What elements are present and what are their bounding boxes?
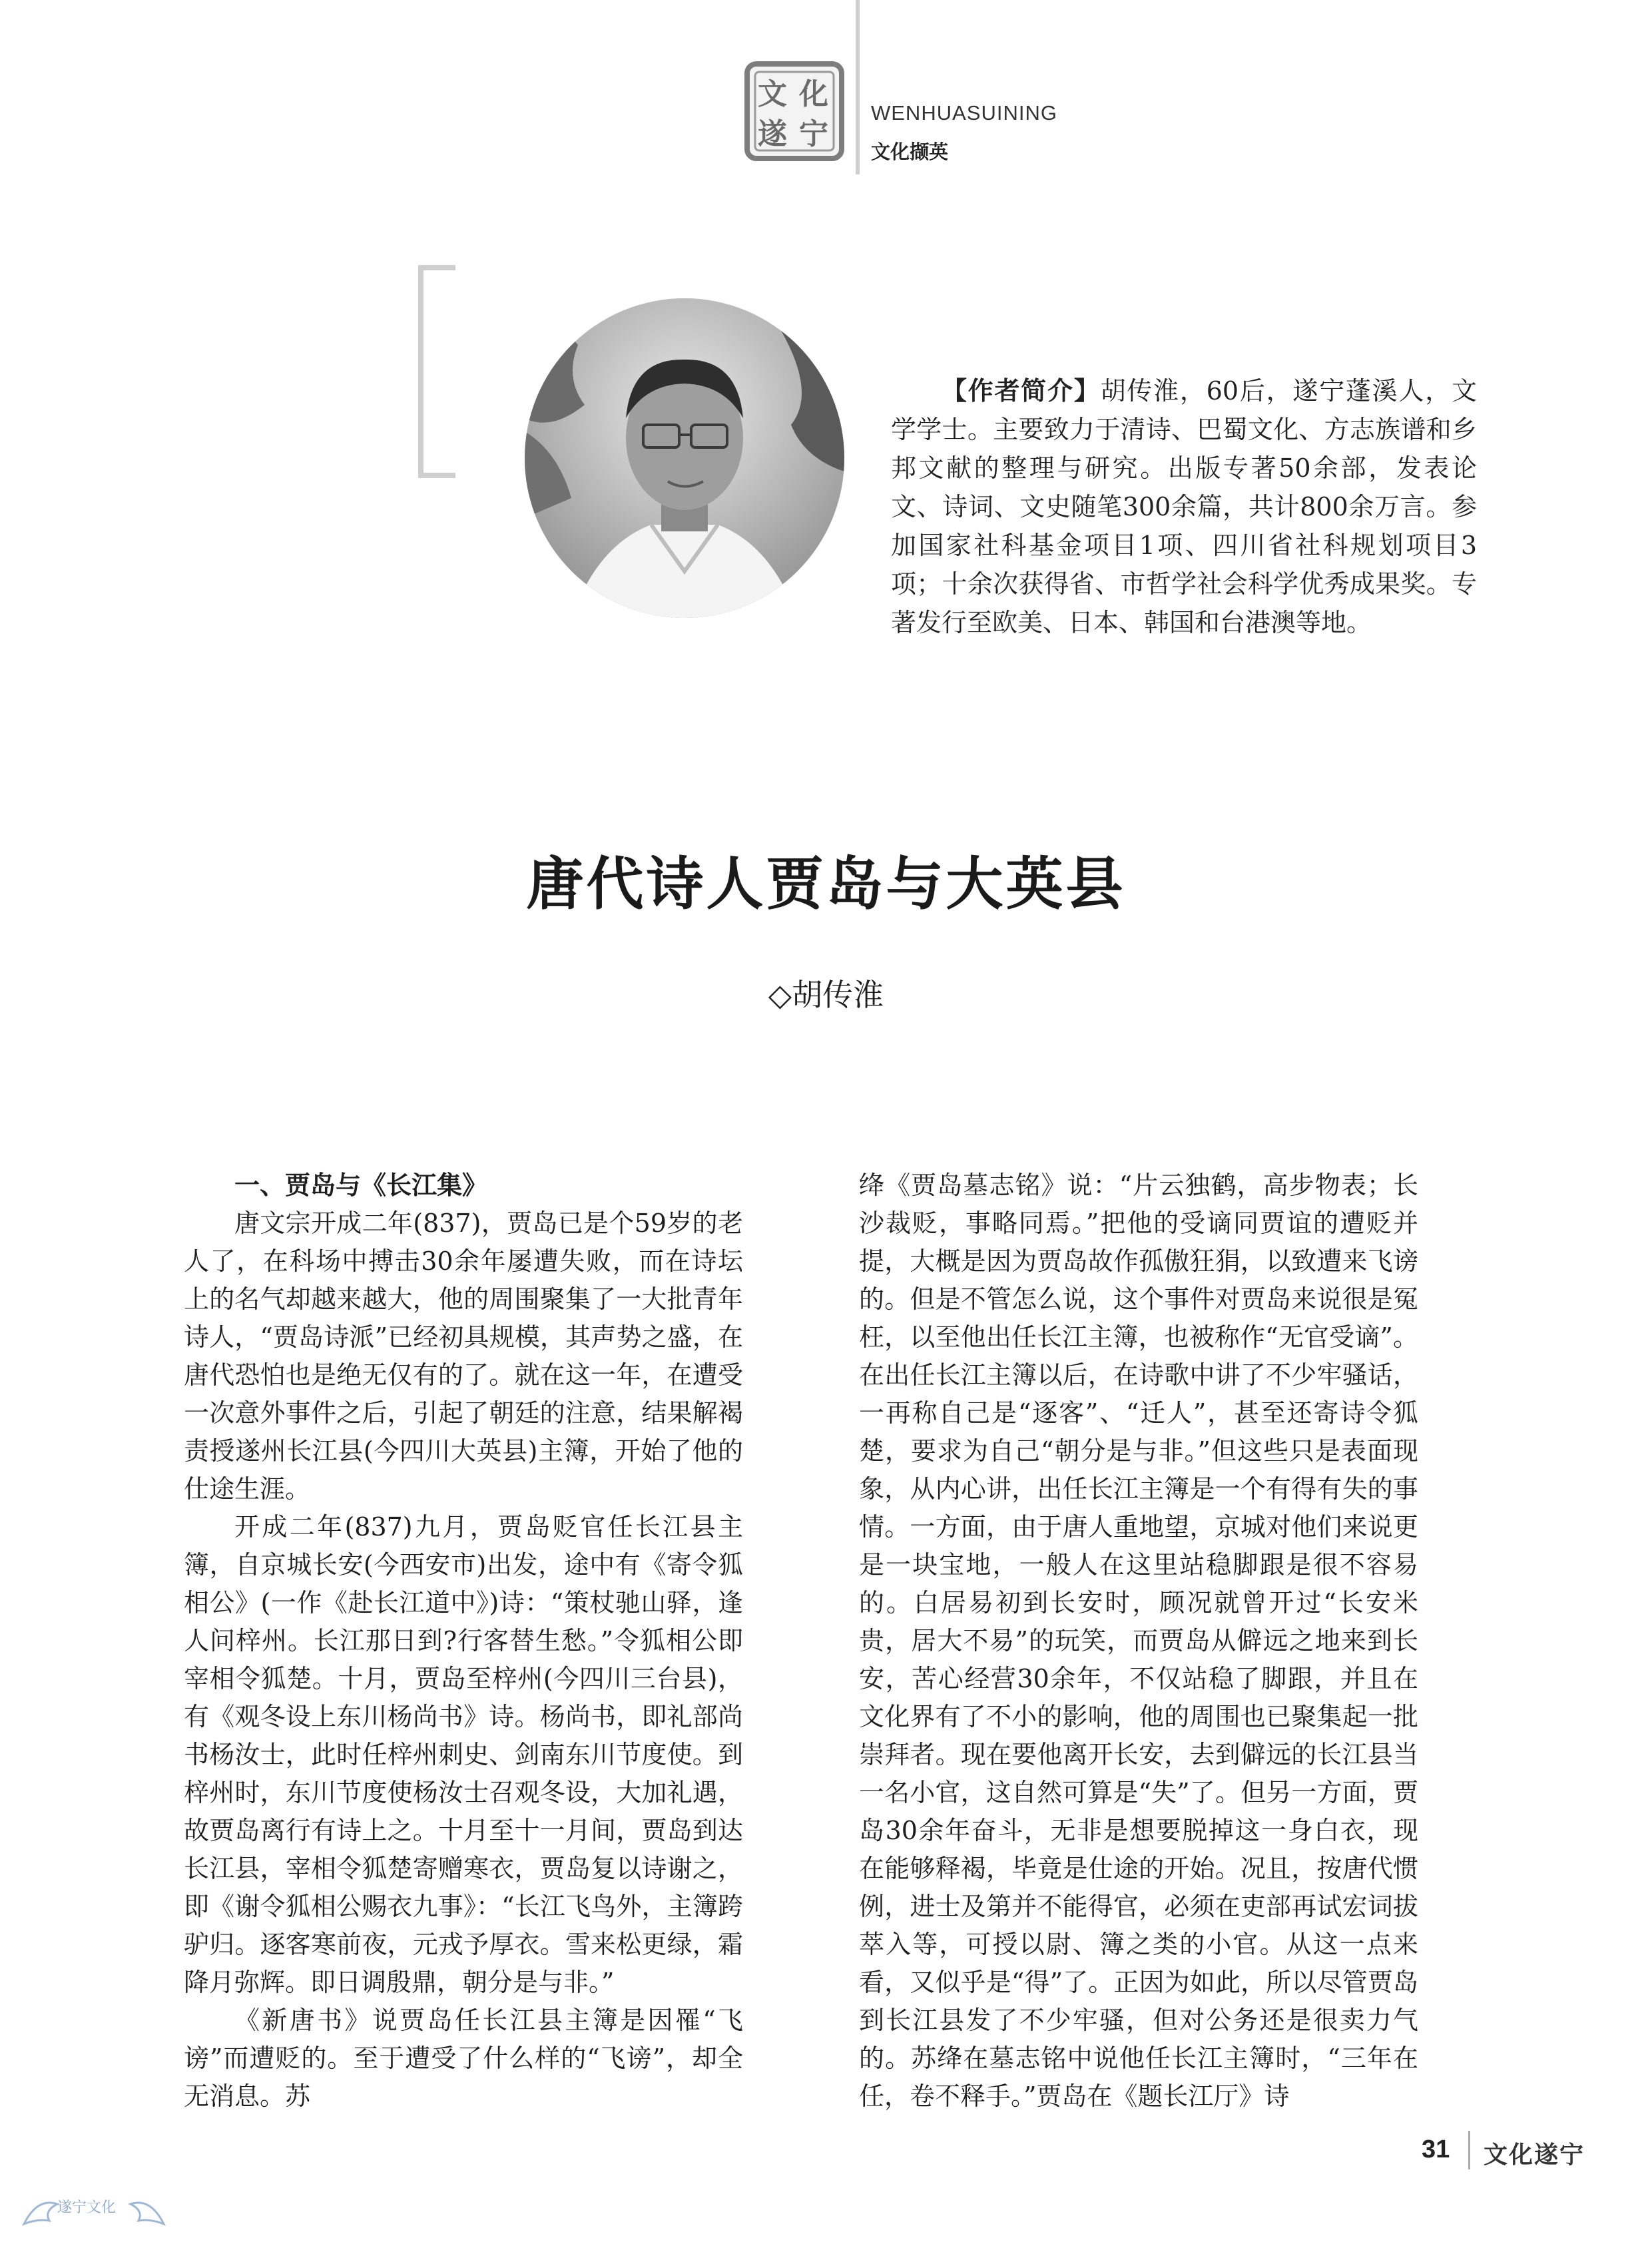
article-byline: ◇胡传淮	[768, 977, 884, 1013]
body-paragraph: 唐文宗开成二年(837)，贾岛已是个59岁的老人了，在科场中搏击30余年屡遭失败，而在诗坛上的名气却越来越大，他的周围聚集了一大批青年诗人，“贾岛诗派”已经初具规模，其声势之盛，在唐代恐怕也是绝无仅有的了。就在这一年，在遭受一次意外事件之后，引起了朝廷的注意，结果解褐责授遂州长江县(今四川大英县)主簿，开始了他的仕途生涯。	[184, 1209, 743, 1504]
svg-text:化: 化	[799, 77, 828, 111]
body-column-right	[859, 1167, 1418, 2115]
decorative-bracket	[415, 265, 458, 478]
watermark-text: 遂宁文化	[57, 2199, 117, 2216]
svg-text:遂: 遂	[758, 117, 787, 151]
bio-text: 胡传淮，60后，遂宁蓬溪人，文学学士。主要致力于清诗、巴蜀文化、方志族谱和乡邦文献的整理与研究。出版专著50余部，发表论文、诗词、文史随笔300余篇，共计800余万言。参加国家社科基金项目1项、四川省社科规划项目3项；十余次获得省、市哲学社会科学优秀成果奖。专著发行至欧美、日本、韩国和台港澳等地。	[891, 376, 1477, 637]
bio-lead: 【作者简介】	[942, 376, 1101, 406]
body-column-left	[184, 1167, 743, 2115]
stamp-logo	[744, 61, 844, 161]
svg-text:宁: 宁	[799, 117, 828, 151]
body-paragraph: 绛《贾岛墓志铭》说：“片云独鹤，高步物表；长沙裁贬，事略同焉。”把他的受谪同贾谊的遭贬并提，大概是因为贾岛故作孤傲狂狷，以致遭来飞谤的。但是不管怎么说，这个事件对贾岛来说很是冤枉，以至他出任长江主簿，也被称作“无官受谪”。在出任长江主簿以后，在诗歌中讲了不少牢骚话，一再称自己是“逐客”、“迁人”，甚至还寄诗令狐楚，要求为自己“朝分是与非。”但这些只是表面现象，从内心讲，出任长江主簿是一个有得有失的事情。一方面，由于唐人重地望，京城对他们来说更是一块宝地，一般人在这里站稳脚跟是很不容易的。白居易初到长安时，顾况就曾开过“长安米贵，居大不易”的玩笑，而贾岛从僻远之地来到长安，苦心经营30余年，不仅站稳了脚跟，并且在文化界有了不小的影响，他的周围也已聚集起一批崇拜者。现在要他离开长安，去到僻远的长江县当一名小官，这自然可算是“失”了。但另一方面，贾岛30余年奋斗，无非是想要脱掉这一身白衣，现在能够释褐，毕竟是仕途的开始。况且，按唐代惯例，进士及第并不能得官，必须在吏部再试宏词拔萃入等，可授以尉、簿之类的小官。从这一点来看，又似乎是“得”了。正因为如此，所以尽管贾岛到长江县发了不少牢骚，但对公务还是很卖力气的。苏绛在墓志铭中说他任长江主簿时，“三年在任，卷不释手。”贾岛在《题长江厅》诗	[859, 1171, 1418, 2111]
footer-brand: 文化遂宁	[1484, 2141, 1585, 2169]
body-paragraph: 《新唐书》说贾岛任长江县主簿是因罹“飞谤”而遭贬的。至于遭受了什么样的“飞谤”，却全无消息。苏	[184, 2006, 743, 2111]
section-label: 文化撷英	[871, 140, 949, 163]
article-title: 唐代诗人贾岛与大英县	[526, 850, 1126, 918]
masthead-english: WENHUASUINING	[871, 101, 1057, 125]
author-portrait	[525, 298, 844, 618]
body-paragraph: 开成二年(837)九月，贾岛贬官任长江县主簿，自京城长安(今西安市)出发，途中有《寄令狐相公》(一作《赴长江道中》)诗：“策杖驰山驿，逢人问梓州。长江那日到?行客替生愁。”令狐相公即宰相令狐楚。十月，贾岛至梓州(今四川三台县)，有《观冬设上东川杨尚书》诗。杨尚书，即礼部尚书杨汝士，此时任梓州刺史、剑南东川节度使。到梓州时，东川节度使杨汝士召观冬设，大加礼遇，故贾岛离行有诗上之。十月至十一月间，贾岛到达长江县，宰相令狐楚寄赠寒衣，贾岛复以诗谢之，即《谢令狐相公赐衣九事》：“长江飞鸟外，主簿跨驴归。逐客寒前夜，元戎予厚衣。雪来松更绿，霜降月弥辉。即日调殷鼎，朝分是与非。”	[184, 1512, 743, 1997]
section-heading: 一、贾岛与《长江集》	[234, 1171, 488, 1200]
svg-text:文: 文	[758, 77, 787, 111]
footer-divider	[1468, 2131, 1470, 2169]
header-divider-line	[856, 0, 860, 174]
page-number: 31	[1422, 2135, 1450, 2163]
author-bio	[891, 372, 1477, 642]
